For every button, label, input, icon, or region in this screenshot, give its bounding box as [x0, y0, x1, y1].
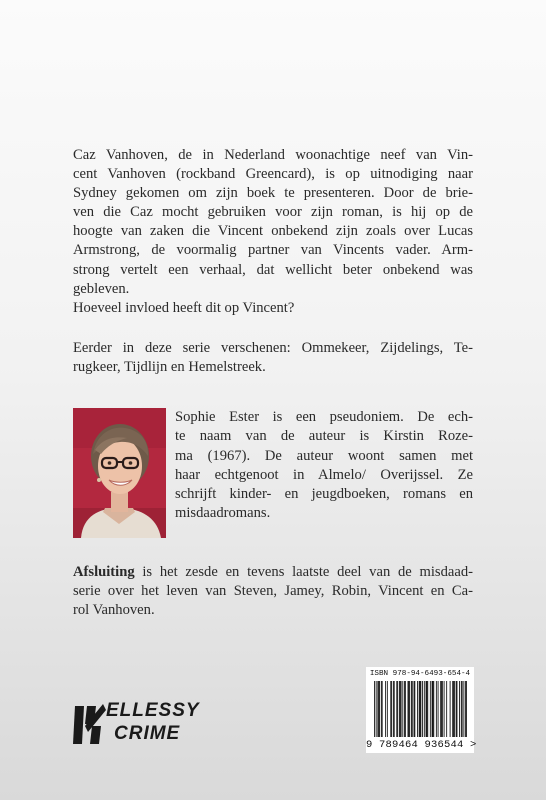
publisher-logo: [73, 700, 213, 750]
publisher-name: ELLESSY: [106, 700, 200, 721]
series-line: rugkeer, Tijdlijn en Hemelstreek.: [73, 359, 266, 376]
author-bio-line: te naam van de auteur is Kirstin Roze-: [175, 428, 473, 445]
barcode-digits: 9 789464 936544 >: [366, 739, 477, 751]
synopsis-line: Caz Vanhoven, de in Nederland woonachtige neef van Vin-: [73, 147, 473, 163]
author-bio-line: ma (1967). De auteur woont samen met: [175, 447, 473, 464]
author-bio-line: Sophie Ester is een pseudoniem. De ech-: [175, 409, 473, 425]
publisher-imprint: CRIME: [114, 723, 181, 744]
synopsis-question: Hoeveel invloed heeft dit op Vincent?: [73, 299, 295, 316]
series-note: [73, 339, 473, 377]
synopsis-line: gebleven.: [73, 280, 130, 297]
author-bio-line: schrijft kinder- en jeugdboeken, romans en: [175, 486, 473, 503]
closing-line-text: is het zesde en tevens laatste deel van de misdaad-: [134, 564, 473, 580]
closing-line: serie over het leven van Steven, Jamey, Robin, Vincent en Ca-: [73, 583, 473, 600]
publisher-logo-mark-icon: [73, 702, 107, 746]
book-title: Afsluiting: [73, 564, 135, 580]
author-bio-line: misdaadromans.: [175, 505, 271, 522]
author-bio-line: haar echtgenoot in Almelo/ Overijssel. Ze: [175, 466, 473, 483]
synopsis-line: ven die Caz mocht gebruiken voor zijn roman, is hij op de: [73, 204, 473, 221]
synopsis-text: [73, 146, 473, 318]
series-line: Eerder in deze serie verschenen: Ommekeer, Zijdelings, Te-: [73, 340, 473, 356]
isbn-barcode: [366, 667, 477, 753]
synopsis-line: strong vertelt een verhaal, dat wellicht beter onbekend was: [73, 261, 473, 278]
isbn-label: ISBN 978-94-6493-654-4: [369, 670, 471, 678]
synopsis-line: Armstrong, de voormalig partner van Vincents vader. Arm-: [73, 242, 473, 259]
closing-note: [73, 563, 473, 620]
synopsis-line: cent Vanhoven (rockband Greencard), is op uitnodiging naar: [73, 166, 473, 183]
closing-line: [73, 563, 473, 582]
author-photo: [73, 408, 166, 538]
synopsis-line: Sydney gekomen om zijn boek te presenteren. Door de brie-: [73, 185, 473, 202]
synopsis-line: hoogte van zaken die Vincent onbekend zijn zoals over Lucas: [73, 223, 473, 240]
author-bio: [175, 408, 473, 524]
closing-line: rol Vanhoven.: [73, 602, 155, 619]
